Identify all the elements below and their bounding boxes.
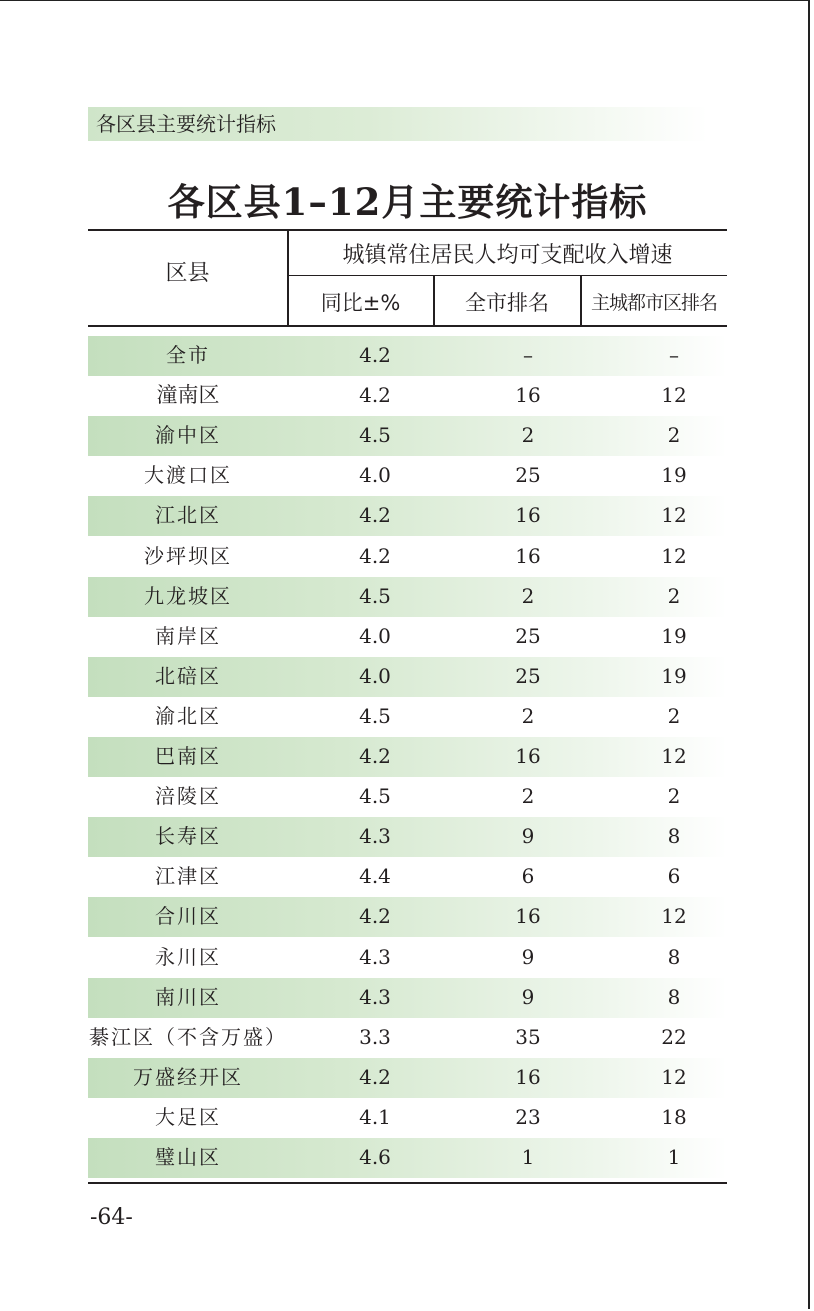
- district-name: 江津区: [155, 864, 221, 889]
- yoy-value: 4.0: [359, 663, 391, 688]
- district-name: 巴南区: [155, 744, 221, 768]
- yoy-value: 4.1: [359, 1104, 391, 1129]
- city-rank-value: –: [523, 343, 533, 367]
- main-rank-value: 12: [661, 503, 687, 528]
- city-rank-value: 16: [515, 503, 541, 528]
- yoy-value: 4.5: [359, 423, 391, 448]
- yoy-value: 4.5: [359, 583, 391, 608]
- yoy-value: 4.0: [359, 463, 391, 488]
- section-header: 各区县主要统计指标: [88, 107, 708, 141]
- yoy-value: 4.2: [359, 383, 391, 408]
- city-rank-value: 16: [515, 744, 541, 768]
- table-top-rule: [88, 229, 727, 231]
- table-row: [88, 777, 727, 817]
- yoy-value: 4.2: [359, 343, 391, 367]
- district-name: 涪陵区: [155, 784, 221, 809]
- city-rank-value: 16: [515, 383, 541, 408]
- table-row: [88, 1138, 727, 1178]
- district-name: 綦江区（不含万盛）: [89, 1024, 287, 1049]
- district-name: 长寿区: [155, 824, 221, 849]
- yoy-value: 4.2: [359, 904, 391, 929]
- city-rank-value: 2: [521, 784, 535, 809]
- district-name: 大足区: [155, 1104, 221, 1129]
- city-rank-value: 9: [521, 984, 535, 1009]
- table-row: [88, 817, 727, 857]
- header-yoy: 同比±%: [320, 291, 401, 315]
- main-rank-value: 19: [661, 663, 687, 688]
- table-row: [88, 496, 727, 536]
- header-main-rank: 主城都市区排名: [590, 292, 717, 314]
- district-name: 九龙坡区: [144, 583, 232, 608]
- yoy-value: 4.0: [359, 623, 391, 648]
- header-bottom-rule: [88, 325, 727, 327]
- city-rank-value: 25: [515, 663, 541, 688]
- city-rank-value: 1: [521, 1145, 535, 1169]
- city-rank-value: 2: [521, 423, 535, 448]
- district-name: 南岸区: [155, 623, 221, 648]
- main-rank-value: 12: [661, 383, 687, 408]
- table-row: [88, 617, 727, 657]
- district-name: 潼南区: [156, 383, 220, 408]
- district-name: 大渡口区: [144, 463, 232, 488]
- yoy-value: 4.3: [359, 984, 391, 1009]
- main-rank-value: 12: [661, 543, 687, 568]
- main-rank-value: 2: [667, 583, 681, 608]
- city-rank-value: 35: [515, 1024, 541, 1049]
- main-rank-value: 19: [661, 463, 687, 488]
- page-number: -64-: [90, 1205, 133, 1230]
- city-rank-value: 9: [521, 944, 535, 969]
- table-row: [88, 456, 727, 496]
- table-row: [88, 1098, 727, 1138]
- city-rank-value: 2: [521, 703, 535, 728]
- table-row: [88, 657, 727, 697]
- table-row: [88, 416, 727, 456]
- header-city-rank: 全市排名: [465, 291, 549, 315]
- main-rank-value: 18: [661, 1104, 687, 1129]
- main-rank-value: 8: [667, 984, 681, 1009]
- table-row: [88, 1018, 727, 1058]
- district-name: 永川区: [155, 944, 221, 969]
- district-name: 北碚区: [155, 663, 221, 688]
- main-rank-value: 2: [667, 784, 681, 809]
- city-rank-value: 2: [521, 583, 535, 608]
- district-name: 南川区: [155, 984, 221, 1009]
- district-name: 渝中区: [155, 423, 221, 448]
- yoy-value: 4.2: [359, 744, 391, 768]
- main-rank-value: 22: [661, 1024, 687, 1049]
- main-rank-value: 6: [667, 864, 681, 889]
- yoy-value: 4.2: [359, 1064, 391, 1089]
- city-rank-value: 16: [515, 1064, 541, 1089]
- table-row: [88, 737, 727, 777]
- table-row: [88, 897, 727, 937]
- header-district: 区县: [165, 261, 210, 286]
- header-income-growth: 城镇常住居民人均可支配收入增速: [342, 243, 673, 268]
- main-rank-value: 8: [667, 944, 681, 969]
- yoy-value: 4.5: [359, 784, 391, 809]
- yoy-value: 3.3: [359, 1024, 391, 1049]
- main-rank-value: 1: [667, 1145, 681, 1169]
- header-mid-rule: [288, 275, 727, 276]
- district-name: 江北区: [155, 503, 221, 528]
- table-title: 各区县1–12月主要统计指标: [167, 180, 648, 224]
- district-name: 渝北区: [155, 703, 221, 728]
- yoy-value: 4.5: [359, 703, 391, 728]
- table-bottom-rule: [88, 1182, 727, 1184]
- main-rank-value: 2: [667, 423, 681, 448]
- city-rank-value: 23: [515, 1104, 541, 1129]
- table-row: [88, 857, 727, 897]
- city-rank-value: 16: [515, 904, 541, 929]
- table-row: [88, 938, 727, 978]
- main-rank-value: 12: [661, 744, 687, 768]
- yoy-value: 4.2: [359, 543, 391, 568]
- district-name: 璧山区: [155, 1145, 221, 1169]
- main-rank-value: 2: [667, 703, 681, 728]
- main-rank-value: –: [669, 343, 679, 367]
- yoy-value: 4.3: [359, 944, 391, 969]
- main-rank-value: 12: [661, 904, 687, 929]
- table-row: [88, 978, 727, 1018]
- city-rank-value: 16: [515, 543, 541, 568]
- table-row: [88, 1058, 727, 1098]
- city-rank-value: 9: [521, 824, 535, 849]
- district-name: 万盛经开区: [133, 1064, 243, 1089]
- table-row: [88, 376, 727, 416]
- main-rank-value: 12: [661, 1064, 687, 1089]
- yoy-value: 4.4: [359, 864, 391, 889]
- table-row: [88, 336, 727, 376]
- main-rank-value: 8: [667, 824, 681, 849]
- city-rank-value: 25: [515, 463, 541, 488]
- city-rank-value: 6: [521, 864, 535, 889]
- main-rank-value: 19: [661, 623, 687, 648]
- district-name: 全市: [166, 343, 210, 367]
- yoy-value: 4.6: [359, 1145, 391, 1169]
- yoy-value: 4.3: [359, 824, 391, 849]
- yoy-value: 4.2: [359, 503, 391, 528]
- district-name: 沙坪坝区: [144, 543, 232, 568]
- table-row: [88, 537, 727, 577]
- district-name: 合川区: [155, 904, 221, 929]
- table-row: [88, 577, 727, 617]
- city-rank-value: 25: [515, 623, 541, 648]
- table-row: [88, 697, 727, 737]
